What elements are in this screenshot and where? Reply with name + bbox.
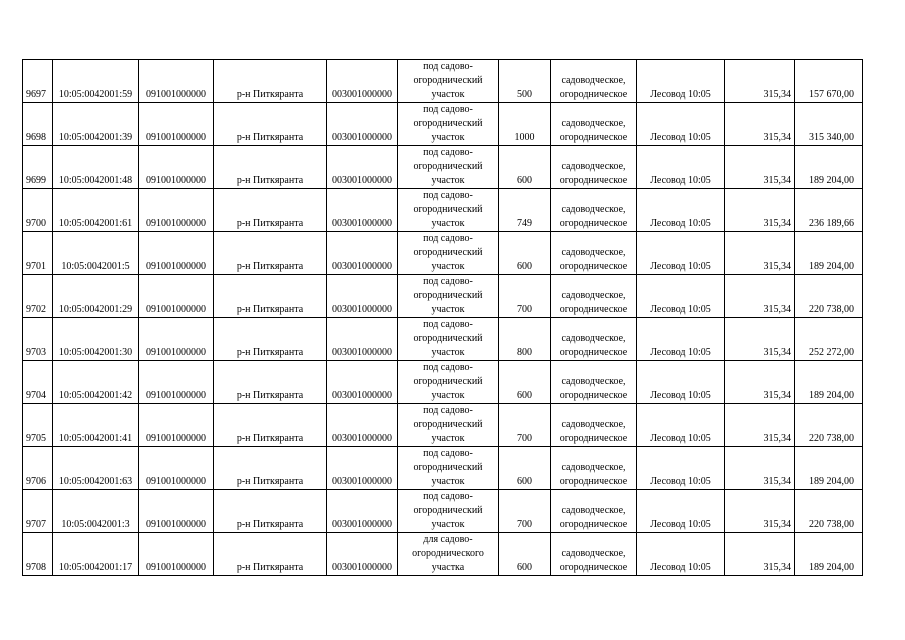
- purpose-cell-line: участок: [431, 132, 465, 143]
- land-use-cell-line: садоводческое,: [561, 376, 626, 387]
- table-row: [23, 232, 863, 275]
- cadastral-value-cell: 252 272,00: [795, 318, 863, 361]
- district-cell: р-н Питкяранта: [214, 447, 327, 490]
- category-code-cell: 003001000000: [327, 490, 398, 533]
- land-use-cell-line: садоводческое,: [561, 505, 626, 516]
- district-cell: р-н Питкяранта: [214, 232, 327, 275]
- specific-value-cell: 315,34: [725, 60, 795, 103]
- land-use-cell-line: садоводческое,: [561, 462, 626, 473]
- category-code-cell: 003001000000: [327, 361, 398, 404]
- okato-code-cell: 091001000000: [139, 361, 214, 404]
- row-number-cell: 9703: [23, 318, 53, 361]
- district-cell: р-н Питкяранта: [214, 318, 327, 361]
- okato-code-cell: 091001000000: [139, 318, 214, 361]
- okato-code-cell: 091001000000: [139, 189, 214, 232]
- land-use-cell-line: огородническое: [559, 132, 628, 143]
- area-cell: 600: [499, 447, 551, 490]
- land-use-cell-line: огородническое: [559, 519, 628, 530]
- land-use-cell-line: садоводческое,: [561, 548, 626, 559]
- specific-value-cell: 315,34: [725, 490, 795, 533]
- okato-code-cell: 091001000000: [139, 275, 214, 318]
- district-cell: р-н Питкяранта: [214, 404, 327, 447]
- area-cell: 700: [499, 275, 551, 318]
- area-cell: 600: [499, 146, 551, 189]
- category-code-cell: 003001000000: [327, 533, 398, 576]
- society-cell: Лесовод 10:05: [637, 361, 725, 404]
- cadastral-value-cell: 189 204,00: [795, 447, 863, 490]
- purpose-cell-line: под садово-: [423, 147, 473, 158]
- purpose-cell-line: участок: [431, 476, 465, 487]
- district-cell: р-н Питкяранта: [214, 275, 327, 318]
- land-use-cell: [551, 146, 637, 189]
- cadastral-value-cell: 220 738,00: [795, 275, 863, 318]
- purpose-cell: [398, 275, 499, 318]
- okato-code-cell: 091001000000: [139, 447, 214, 490]
- table-body: [23, 60, 863, 576]
- land-use-cell: [551, 490, 637, 533]
- society-cell: Лесовод 10:05: [637, 60, 725, 103]
- land-use-cell: [551, 361, 637, 404]
- purpose-cell-line: огороднический: [413, 204, 483, 215]
- row-number-cell: 9704: [23, 361, 53, 404]
- district-cell: р-н Питкяранта: [214, 533, 327, 576]
- purpose-cell-line: участок: [431, 218, 465, 229]
- table-row: [23, 103, 863, 146]
- cadastral-number-cell: 10:05:0042001:30: [53, 318, 139, 361]
- land-use-cell-line: огородническое: [559, 175, 628, 186]
- specific-value-cell: 315,34: [725, 189, 795, 232]
- area-cell: 800: [499, 318, 551, 361]
- cadastral-number-cell: 10:05:0042001:41: [53, 404, 139, 447]
- society-cell: Лесовод 10:05: [637, 404, 725, 447]
- specific-value-cell: 315,34: [725, 533, 795, 576]
- land-use-cell-line: огородническое: [559, 89, 628, 100]
- land-use-cell-line: огородническое: [559, 218, 628, 229]
- cadastral-number-cell: 10:05:0042001:17: [53, 533, 139, 576]
- cadastral-value-cell: 220 738,00: [795, 404, 863, 447]
- okato-code-cell: 091001000000: [139, 103, 214, 146]
- category-code-cell: 003001000000: [327, 275, 398, 318]
- purpose-cell: [398, 60, 499, 103]
- purpose-cell: [398, 490, 499, 533]
- purpose-cell-line: огороднический: [413, 75, 483, 86]
- table-row: [23, 404, 863, 447]
- purpose-cell: [398, 404, 499, 447]
- okato-code-cell: 091001000000: [139, 404, 214, 447]
- category-code-cell: 003001000000: [327, 146, 398, 189]
- okato-code-cell: 091001000000: [139, 146, 214, 189]
- purpose-cell: [398, 533, 499, 576]
- row-number-cell: 9706: [23, 447, 53, 490]
- purpose-cell-line: участок: [431, 519, 465, 530]
- district-cell: р-н Питкяранта: [214, 60, 327, 103]
- society-cell: Лесовод 10:05: [637, 275, 725, 318]
- cadastral-number-cell: 10:05:0042001:3: [53, 490, 139, 533]
- table-row: [23, 361, 863, 404]
- category-code-cell: 003001000000: [327, 318, 398, 361]
- cadastral-number-cell: 10:05:0042001:29: [53, 275, 139, 318]
- purpose-cell-line: участок: [431, 433, 465, 444]
- purpose-cell-line: под садово-: [423, 448, 473, 459]
- land-use-cell-line: садоводческое,: [561, 419, 626, 430]
- land-use-cell-line: садоводческое,: [561, 204, 626, 215]
- category-code-cell: 003001000000: [327, 60, 398, 103]
- specific-value-cell: 315,34: [725, 318, 795, 361]
- land-use-cell-line: садоводческое,: [561, 290, 626, 301]
- purpose-cell-line: участок: [431, 175, 465, 186]
- purpose-cell-line: под садово-: [423, 233, 473, 244]
- table-row: [23, 60, 863, 103]
- district-cell: р-н Питкяранта: [214, 103, 327, 146]
- cadastral-number-cell: 10:05:0042001:61: [53, 189, 139, 232]
- okato-code-cell: 091001000000: [139, 490, 214, 533]
- table-row: [23, 275, 863, 318]
- purpose-cell: [398, 189, 499, 232]
- land-use-cell-line: садоводческое,: [561, 161, 626, 172]
- area-cell: 600: [499, 232, 551, 275]
- society-cell: Лесовод 10:05: [637, 447, 725, 490]
- table-row: [23, 490, 863, 533]
- purpose-cell-line: под садово-: [423, 405, 473, 416]
- cadastral-value-cell: 189 204,00: [795, 533, 863, 576]
- purpose-cell-line: под садово-: [423, 104, 473, 115]
- row-number-cell: 9700: [23, 189, 53, 232]
- purpose-cell-line: участок: [431, 304, 465, 315]
- purpose-cell-line: участок: [431, 261, 465, 272]
- land-use-cell: [551, 103, 637, 146]
- cadastral-value-cell: 220 738,00: [795, 490, 863, 533]
- cadastral-number-cell: 10:05:0042001:5: [53, 232, 139, 275]
- area-cell: 749: [499, 189, 551, 232]
- land-use-cell-line: садоводческое,: [561, 75, 626, 86]
- land-use-cell: [551, 232, 637, 275]
- category-code-cell: 003001000000: [327, 189, 398, 232]
- cadastral-value-cell: 189 204,00: [795, 232, 863, 275]
- table-row: [23, 189, 863, 232]
- purpose-cell: [398, 146, 499, 189]
- purpose-cell-line: огороднический: [413, 419, 483, 430]
- land-use-cell: [551, 404, 637, 447]
- cadastral-value-cell: 315 340,00: [795, 103, 863, 146]
- land-use-cell: [551, 447, 637, 490]
- row-number-cell: 9701: [23, 232, 53, 275]
- cadastral-number-cell: 10:05:0042001:63: [53, 447, 139, 490]
- area-cell: 1000: [499, 103, 551, 146]
- land-use-cell-line: огородническое: [559, 347, 628, 358]
- cadastral-number-cell: 10:05:0042001:59: [53, 60, 139, 103]
- purpose-cell-line: участок: [431, 347, 465, 358]
- purpose-cell-line: под садово-: [423, 362, 473, 373]
- district-cell: р-н Питкяранта: [214, 189, 327, 232]
- category-code-cell: 003001000000: [327, 232, 398, 275]
- land-use-cell-line: садоводческое,: [561, 118, 626, 129]
- society-cell: Лесовод 10:05: [637, 232, 725, 275]
- land-use-cell-line: огородническое: [559, 476, 628, 487]
- table-row: [23, 146, 863, 189]
- specific-value-cell: 315,34: [725, 361, 795, 404]
- district-cell: р-н Питкяранта: [214, 361, 327, 404]
- row-number-cell: 9708: [23, 533, 53, 576]
- purpose-cell-line: под садово-: [423, 319, 473, 330]
- specific-value-cell: 315,34: [725, 232, 795, 275]
- cadastral-value-cell: 189 204,00: [795, 361, 863, 404]
- society-cell: Лесовод 10:05: [637, 533, 725, 576]
- purpose-cell-line: для садово-: [423, 534, 473, 545]
- purpose-cell-line: участка: [431, 562, 465, 573]
- category-code-cell: 003001000000: [327, 404, 398, 447]
- society-cell: Лесовод 10:05: [637, 146, 725, 189]
- purpose-cell-line: под садово-: [423, 276, 473, 287]
- land-use-cell-line: садоводческое,: [561, 333, 626, 344]
- specific-value-cell: 315,34: [725, 146, 795, 189]
- table-row: [23, 318, 863, 361]
- area-cell: 600: [499, 533, 551, 576]
- land-use-cell-line: огородническое: [559, 433, 628, 444]
- land-use-cell-line: огородническое: [559, 304, 628, 315]
- table-row: [23, 533, 863, 576]
- cadastral-number-cell: 10:05:0042001:39: [53, 103, 139, 146]
- purpose-cell-line: огороднический: [413, 376, 483, 387]
- land-use-cell: [551, 189, 637, 232]
- purpose-cell: [398, 447, 499, 490]
- district-cell: р-н Питкяранта: [214, 490, 327, 533]
- purpose-cell-line: под садово-: [423, 61, 473, 72]
- area-cell: 500: [499, 60, 551, 103]
- purpose-cell-line: под садово-: [423, 190, 473, 201]
- purpose-cell: [398, 361, 499, 404]
- purpose-cell-line: огороднический: [413, 161, 483, 172]
- specific-value-cell: 315,34: [725, 103, 795, 146]
- land-use-cell-line: огородническое: [559, 261, 628, 272]
- cadastral-number-cell: 10:05:0042001:48: [53, 146, 139, 189]
- okato-code-cell: 091001000000: [139, 232, 214, 275]
- cadastral-number-cell: 10:05:0042001:42: [53, 361, 139, 404]
- purpose-cell-line: огороднический: [413, 247, 483, 258]
- land-use-cell-line: огородническое: [559, 390, 628, 401]
- land-use-cell: [551, 60, 637, 103]
- land-use-cell-line: огородническое: [559, 562, 628, 573]
- purpose-cell-line: участок: [431, 89, 465, 100]
- category-code-cell: 003001000000: [327, 447, 398, 490]
- purpose-cell-line: участок: [431, 390, 465, 401]
- cadastral-value-cell: 189 204,00: [795, 146, 863, 189]
- okato-code-cell: 091001000000: [139, 60, 214, 103]
- purpose-cell-line: огороднический: [413, 505, 483, 516]
- purpose-cell-line: огороднического: [412, 548, 484, 559]
- purpose-cell: [398, 103, 499, 146]
- row-number-cell: 9697: [23, 60, 53, 103]
- row-number-cell: 9702: [23, 275, 53, 318]
- table-row: [23, 447, 863, 490]
- purpose-cell: [398, 232, 499, 275]
- purpose-cell: [398, 318, 499, 361]
- land-use-cell: [551, 533, 637, 576]
- purpose-cell-line: огороднический: [413, 290, 483, 301]
- specific-value-cell: 315,34: [725, 275, 795, 318]
- society-cell: Лесовод 10:05: [637, 490, 725, 533]
- category-code-cell: 003001000000: [327, 103, 398, 146]
- okato-code-cell: 091001000000: [139, 533, 214, 576]
- specific-value-cell: 315,34: [725, 404, 795, 447]
- land-use-cell: [551, 275, 637, 318]
- land-use-cell-line: садоводческое,: [561, 247, 626, 258]
- area-cell: 600: [499, 361, 551, 404]
- purpose-cell-line: под садово-: [423, 491, 473, 502]
- land-use-cell: [551, 318, 637, 361]
- purpose-cell-line: огороднический: [413, 118, 483, 129]
- area-cell: 700: [499, 404, 551, 447]
- row-number-cell: 9699: [23, 146, 53, 189]
- purpose-cell-line: огороднический: [413, 333, 483, 344]
- cadastral-value-cell: 157 670,00: [795, 60, 863, 103]
- area-cell: 700: [499, 490, 551, 533]
- society-cell: Лесовод 10:05: [637, 189, 725, 232]
- parcels-table: [22, 59, 863, 576]
- society-cell: Лесовод 10:05: [637, 103, 725, 146]
- row-number-cell: 9705: [23, 404, 53, 447]
- society-cell: Лесовод 10:05: [637, 318, 725, 361]
- district-cell: р-н Питкяранта: [214, 146, 327, 189]
- row-number-cell: 9707: [23, 490, 53, 533]
- purpose-cell-line: огороднический: [413, 462, 483, 473]
- specific-value-cell: 315,34: [725, 447, 795, 490]
- cadastral-value-cell: 236 189,66: [795, 189, 863, 232]
- row-number-cell: 9698: [23, 103, 53, 146]
